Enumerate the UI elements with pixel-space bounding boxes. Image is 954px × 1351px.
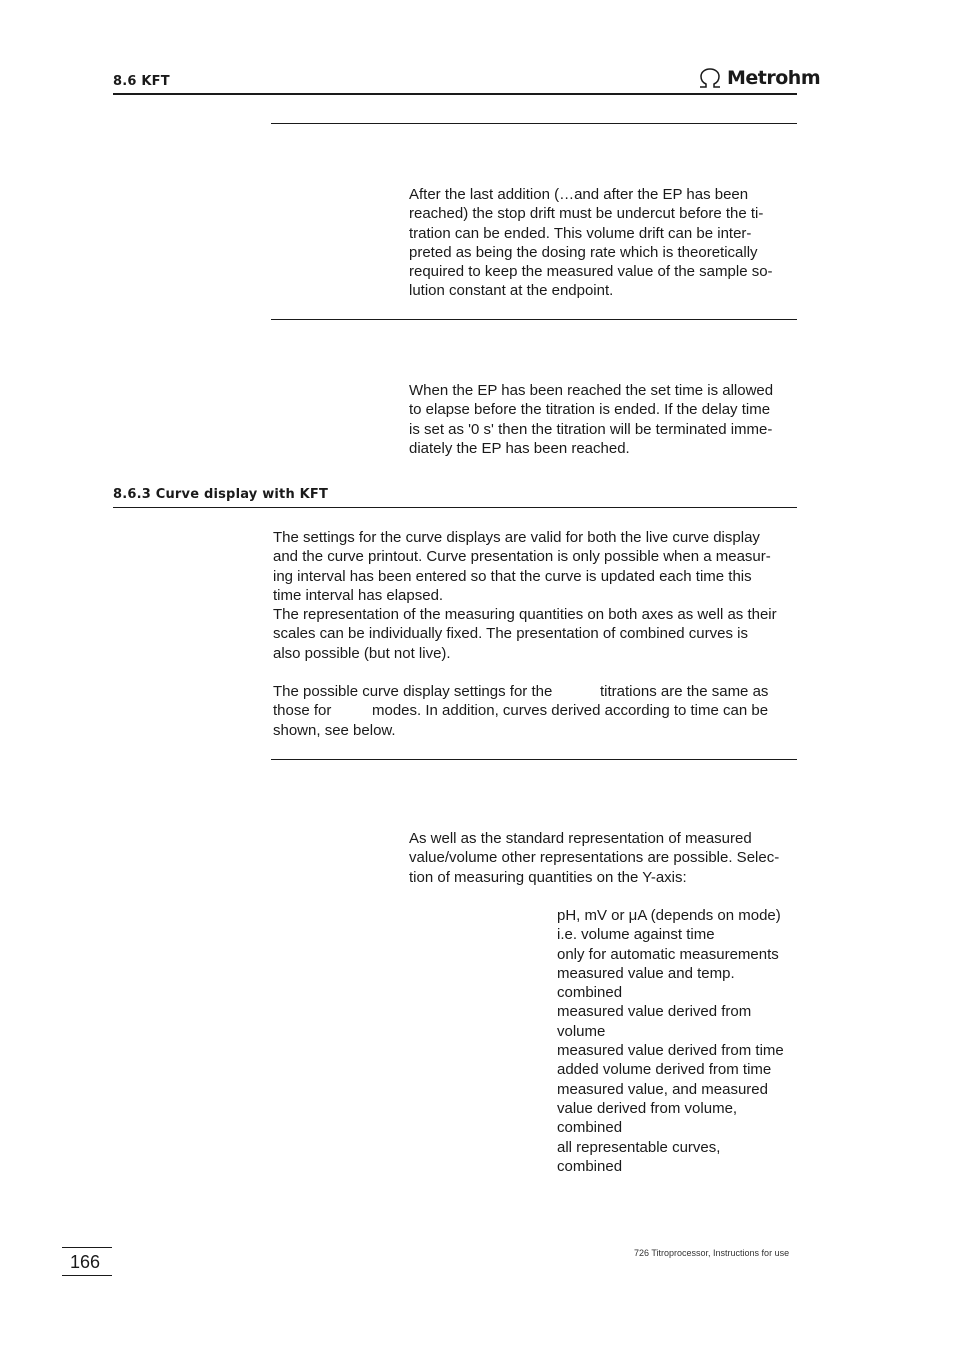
footer-rule-bottom <box>62 1275 112 1276</box>
list-item: added volume derived from time <box>557 1061 772 1079</box>
list-item: volume <box>557 1022 606 1040</box>
stop-drift-description: After the last addition (…and after the EP has been reached) the stop drift must be undercut before the ti- tration can be ended. This volume drift can be inter- preted as being the dosing rate which is theoretically required to keep the measured value of the sample so- lution constant at the endpoint. <box>409 186 773 300</box>
list-item: combined <box>557 984 623 1002</box>
list-item: measured value derived from <box>557 1003 752 1021</box>
section-rule <box>113 507 797 508</box>
running-header-section: 8.6 KFT <box>113 74 170 89</box>
list-item: i.e. volume against time <box>557 926 715 944</box>
list-item: all representable curves, <box>557 1138 721 1156</box>
brand-logo <box>697 67 820 89</box>
list-item: combined <box>557 1119 623 1137</box>
list-item: pH, mV or μA (depends on mode) <box>557 907 781 924</box>
list-item: measured value derived from time <box>557 1042 784 1060</box>
page-number: 166 <box>70 1252 101 1272</box>
list-item: measured value and temp. <box>557 964 735 982</box>
list-item: only for automatic measurements <box>557 945 779 963</box>
list-item: combined <box>557 1157 623 1175</box>
header-rule <box>113 93 797 95</box>
section-heading: 8.6.3 Curve display with KFT <box>113 487 329 502</box>
parameter-rule-2 <box>271 319 797 320</box>
footer-rule-top <box>62 1247 112 1248</box>
curve-description: As well as the standard representation of measured value/volume other representations are possible. Selec- tion of measuring quantities on the Y-axis: <box>409 830 780 886</box>
section-settings-paragraph: The possible curve display settings for the titrations are the same as those for modes. In addition, curves derived according to time can be shown, see below. <box>273 683 769 739</box>
document-title: 726 Titroprocessor, Instructions for use <box>634 1248 790 1258</box>
brand-name: Metrohm <box>727 67 821 89</box>
list-item: value derived from volume, <box>557 1099 738 1117</box>
y-axis-options-list <box>557 906 784 1176</box>
parameter-rule-3 <box>271 759 797 760</box>
omega-icon <box>697 67 723 89</box>
parameter-rule-1 <box>271 123 797 124</box>
delay-description: When the EP has been reached the set time is allowed to elapse before the titration is ended. If the delay time is set as '0 s' then the titration will be terminated imme- diately the EP has been reached. <box>409 382 774 457</box>
list-item: measured value, and measured <box>557 1080 768 1098</box>
section-intro-paragraph: The settings for the curve displays are valid for both the live curve display and the curve printout. Curve presentation is only possible when a measur- ing interval has been entered so that the curve is updated each time this time interval has elapsed. The representation of the measuring quantities on both axes as well as their scales can be individually fixed. The presentation of combined curves is also possible (but not live). <box>273 529 777 662</box>
